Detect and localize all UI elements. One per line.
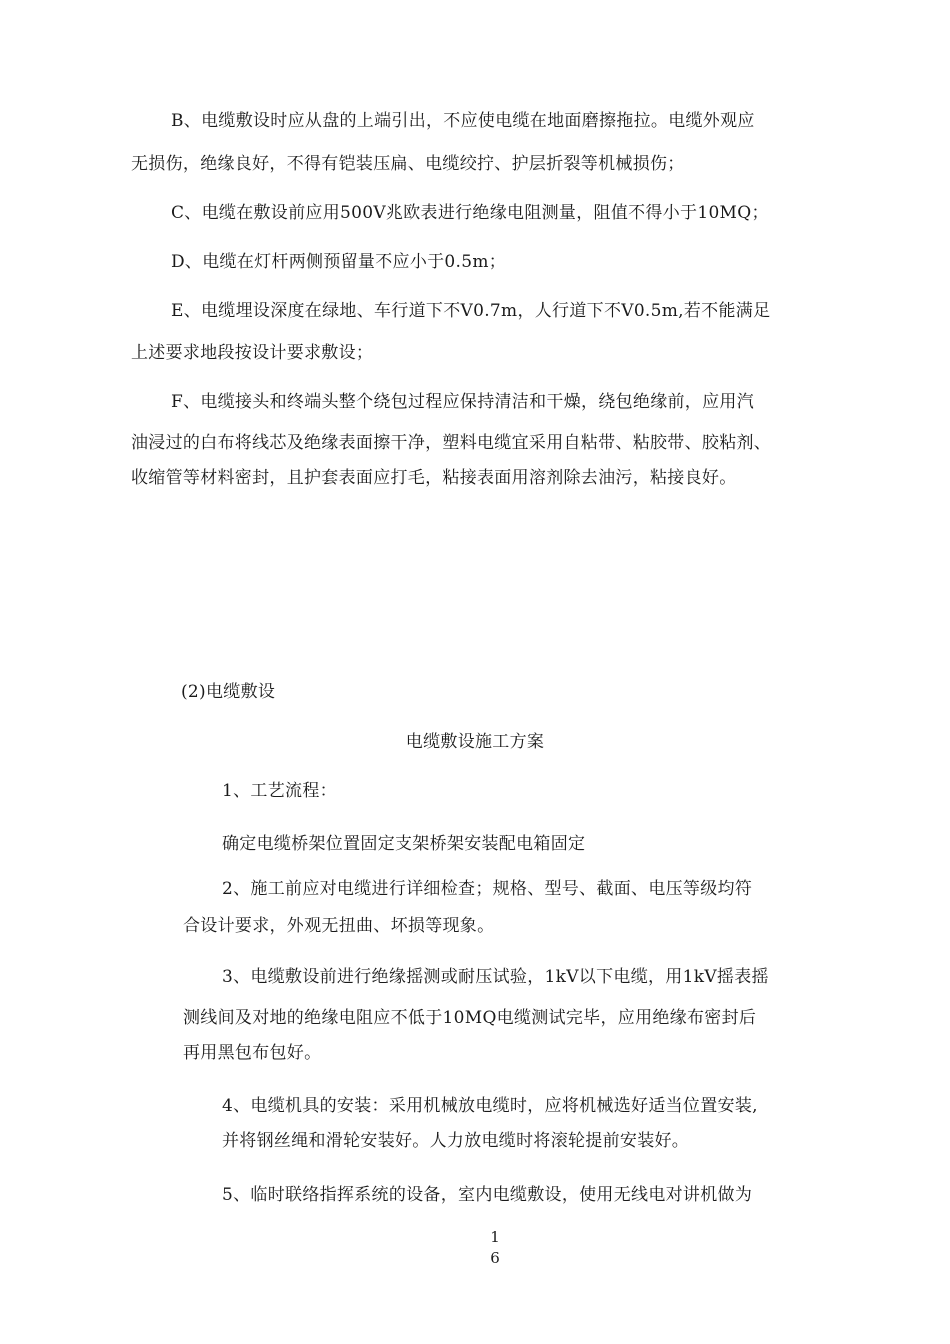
- step-4-line-1: 4、电缆机具的安装：采用机械放电缆时，应将机械选好适当位置安装,: [222, 1096, 758, 1116]
- item-e-line-1: E、电缆埋设深度在绿地、车行道下不V0.7m，人行道下不V0.5m,若不能满足: [171, 301, 771, 321]
- page-number-line-1: 1: [490, 1228, 500, 1246]
- process-flow-line: 确定电缆桥架位置固定支架桥架安装配电箱固定: [222, 834, 586, 854]
- item-b-line-1: B、电缆敷设时应从盘的上端引出，不应使电缆在地面磨擦拖拉。电缆外观应: [171, 111, 755, 131]
- section-heading: (2)电缆敷设: [181, 682, 276, 702]
- step-5-line-1: 5、临时联络指挥系统的设备，室内电缆敷设，使用无线电对讲机做为: [222, 1185, 753, 1205]
- section-title: 电缆敷设施工方案: [405, 732, 545, 752]
- step-3-line-2: 测线间及对地的绝缘电阻应不低于10MQ电缆测试完毕，应用绝缘布密封后: [183, 1008, 757, 1028]
- item-f-line-2: 油浸过的白布将线芯及绝缘表面擦干净，塑料电缆宜采用自粘带、粘胶带、胶粘剂、: [131, 433, 772, 453]
- item-b-line-2: 无损伤，绝缘良好，不得有铠装压扁、电缆绞拧、护层折裂等机械损伤；: [131, 154, 685, 174]
- item-d-line-1: D、电缆在灯杆两侧预留量不应小于0.5m；: [171, 252, 507, 272]
- page-number-line-2: 6: [490, 1249, 500, 1267]
- item-c-line-1: C、电缆在敷设前应用500V兆欧表进行绝缘电阻测量，阻值不得小于10MQ；: [171, 203, 769, 223]
- step-3-line-1: 3、电缆敷设前进行绝缘摇测或耐压试验，1kV以下电缆，用1kV摇表摇: [222, 967, 769, 987]
- step-2-line-1: 2、施工前应对电缆进行详细检查；规格、型号、截面、电压等级均符: [222, 879, 753, 899]
- step-2-line-2: 合设计要求，外观无扭曲、坏损等现象。: [183, 916, 495, 936]
- step-1-line-1: 1、工艺流程：: [222, 781, 337, 801]
- item-e-line-2: 上述要求地段按设计要求敷设；: [131, 343, 374, 363]
- step-3-line-3: 再用黑包布包好。: [183, 1043, 322, 1063]
- step-4-line-2: 并将钢丝绳和滑轮安装好。人力放电缆时将滚轮提前安装好。: [222, 1131, 690, 1151]
- item-f-line-3: 收缩管等材料密封，且护套表面应打毛，粘接表面用溶剂除去油污，粘接良好。: [131, 468, 737, 488]
- item-f-line-1: F、电缆接头和终端头整个绕包过程应保持清洁和干燥，绕包绝缘前，应用汽: [171, 392, 754, 412]
